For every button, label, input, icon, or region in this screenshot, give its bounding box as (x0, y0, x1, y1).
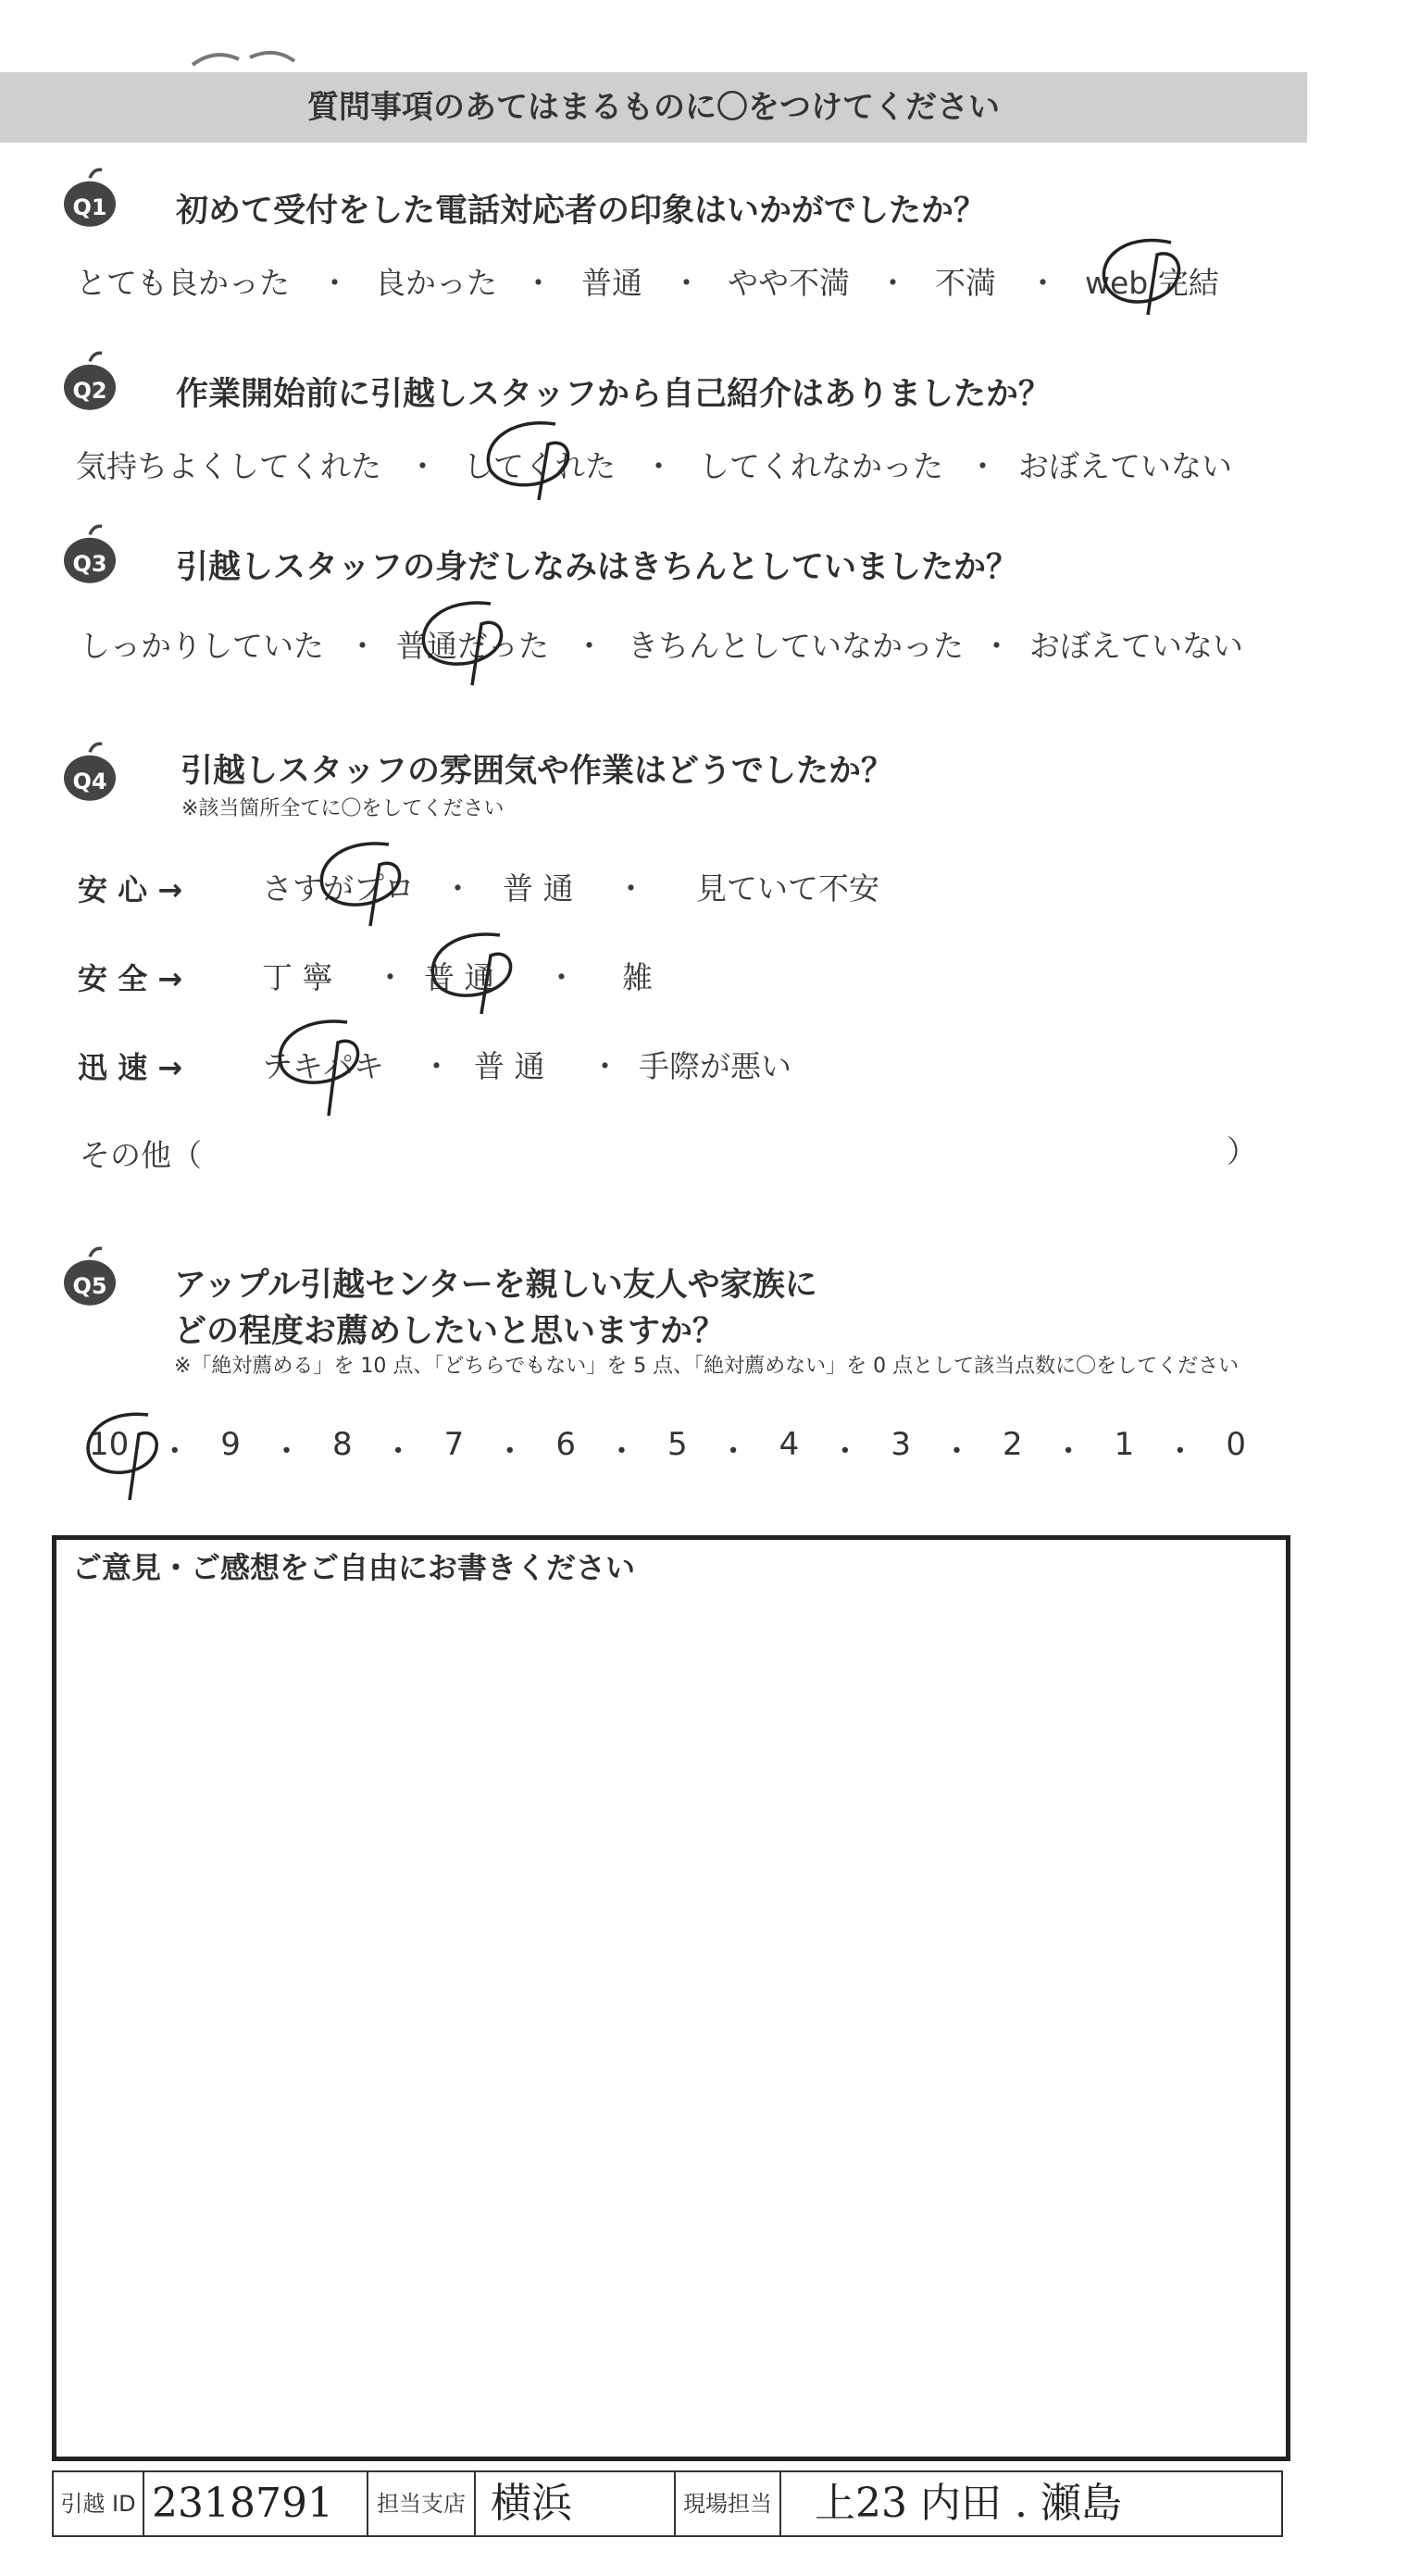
q4-separator: ・ (375, 959, 405, 995)
score-separator: ・ (270, 1433, 303, 1470)
q4-anzen-circle-mark (432, 934, 510, 1014)
q4-title: 引越しスタッフの雰囲気や作業はどうでしたか？ (181, 753, 894, 790)
q1-circle-mark (1103, 241, 1178, 315)
q2-option-2[interactable]: してくれた (463, 448, 616, 484)
q2-option-1[interactable]: 気持ちよくしてくれた (76, 448, 381, 484)
q4-category-anshin: 安 心 → (78, 872, 183, 907)
q4-separator: ・ (546, 959, 577, 995)
q2-title: 作業開始前に引越しスタッフから自己紹介はありましたか？ (176, 376, 1052, 413)
q3-option-3[interactable]: きちんとしていなかった (628, 628, 964, 664)
q1-option-3[interactable]: 普通 (581, 265, 642, 301)
score-1[interactable]: 1 (1114, 1426, 1135, 1463)
q4-separator: ・ (590, 1048, 620, 1084)
q3-option-1[interactable]: しっかりしていた (80, 628, 324, 664)
q2-separator: ・ (643, 448, 674, 484)
q4-jinsoku-option-2[interactable]: 普 通 (474, 1048, 545, 1084)
q2-option-4[interactable]: おぼえていない (1018, 448, 1232, 484)
score-separator: ・ (717, 1433, 750, 1470)
score-6[interactable]: 6 (555, 1426, 576, 1463)
q4-anshin-circle-mark (321, 844, 399, 926)
q3-circle-mark (423, 603, 501, 685)
q4-anzen-option-1[interactable]: 丁 寧 (262, 959, 333, 995)
q1-badge-label: Q1 (72, 194, 107, 220)
q2-option-3[interactable]: してくれなかった (699, 448, 943, 484)
q1-option-4[interactable]: やや不満 (728, 265, 850, 301)
score-separator: ・ (1164, 1433, 1196, 1470)
q4-anzen-option-2[interactable]: 普 通 (424, 959, 495, 995)
score-separator: ・ (382, 1433, 415, 1470)
score-7[interactable]: 7 (443, 1426, 465, 1463)
q4-jinsoku-circle-mark (280, 1021, 357, 1116)
q3-title: 引越しスタッフの身だしなみはきちんとしていましたか？ (176, 549, 1019, 586)
score-separator: ・ (158, 1433, 191, 1470)
q4-anzen-option-3[interactable]: 雑 (622, 959, 653, 995)
score-4[interactable]: 4 (779, 1426, 800, 1463)
q4-separator: ・ (616, 870, 646, 907)
q4-category-anzen: 安 全 → (78, 961, 183, 996)
score-10[interactable]: 10 (89, 1426, 130, 1463)
header-title: 質問事項のあてはまるものに〇をつけてください (307, 89, 1000, 126)
q1-separator: ・ (523, 265, 554, 301)
q2-badge-label: Q2 (72, 378, 107, 404)
q4-other-label: その他（ (80, 1137, 202, 1173)
score-0[interactable]: 0 (1226, 1426, 1246, 1463)
q4-jinsoku-option-1[interactable]: テキパキ (262, 1048, 384, 1084)
q4-anshin-option-2[interactable]: 普 通 (503, 870, 574, 907)
q1-title: 初めて受付をした電話対応者の印象はいかがでしたか？ (176, 193, 987, 230)
q4-separator: ・ (421, 1048, 452, 1084)
comments-label: ご意見・ご感想をご自由にお書きください (72, 1550, 636, 1585)
q1-separator: ・ (319, 265, 350, 301)
q3-separator: ・ (574, 628, 604, 664)
score-3[interactable]: 3 (891, 1426, 911, 1463)
score-separator: ・ (493, 1433, 526, 1470)
footer-id-label: 引越 ID (60, 2491, 136, 2517)
score-separator: ・ (941, 1433, 973, 1470)
q1-option-5[interactable]: 不満 (935, 265, 996, 301)
q5-note: ※「絶対薦める」を 10 点、「どちらでもない」を 5 点、「絶対薦めない」を 0 点として該当点数に〇をしてください (174, 1355, 1240, 1378)
q2-circle-mark (488, 423, 567, 500)
footer-id-value: 2318791 (152, 2480, 333, 2527)
score-separator: ・ (1053, 1433, 1085, 1470)
q5-circle-mark (88, 1414, 156, 1500)
q4-category-jinsoku: 迅 速 → (78, 1050, 183, 1085)
q1-option-2[interactable]: 良かった (375, 265, 497, 301)
q2-separator: ・ (407, 448, 438, 484)
q2-separator: ・ (967, 448, 998, 484)
q1-separator: ・ (878, 265, 908, 301)
q1-option-6[interactable]: web 完結 (1085, 265, 1219, 301)
q4-badge-label: Q4 (72, 769, 107, 794)
q3-badge-label: Q3 (72, 551, 107, 577)
score-2[interactable]: 2 (1003, 1426, 1023, 1463)
q3-separator: ・ (981, 628, 1012, 664)
q4-anshin-option-1[interactable]: さすがプロ (262, 870, 415, 907)
footer-staff-label: 現場担当 (683, 2491, 772, 2517)
score-separator: ・ (829, 1433, 861, 1470)
q1-separator: ・ (1028, 265, 1058, 301)
score-9[interactable]: 9 (220, 1426, 241, 1463)
q3-option-4[interactable]: おぼえていない (1029, 628, 1243, 664)
q3-separator: ・ (347, 628, 378, 664)
q3-option-2[interactable]: 普通だった (396, 628, 549, 664)
score-8[interactable]: 8 (331, 1426, 353, 1463)
q5-title-line2: どの程度お薦めしたいと思いますか？ (174, 1313, 726, 1350)
q4-other-close: ） (1227, 1133, 1257, 1169)
q5-badge-label: Q5 (72, 1273, 107, 1299)
score-separator: ・ (605, 1433, 638, 1470)
q4-jinsoku-option-3[interactable]: 手際が悪い (639, 1048, 791, 1084)
footer-staff-value: 上23 内田 . 瀬島 (815, 2480, 1122, 2527)
score-5[interactable]: 5 (667, 1426, 688, 1463)
q4-separator: ・ (442, 870, 473, 907)
q1-separator: ・ (671, 265, 702, 301)
q5-title-line1: アップル引越センターを親しい友人や家族に (174, 1267, 817, 1304)
footer-branch-value: 横浜 (491, 2480, 572, 2527)
footer-branch-label: 担当支店 (377, 2491, 466, 2517)
q4-note: ※該当箇所全てに〇をしてください (181, 797, 505, 820)
q1-option-1[interactable]: とても良かった (76, 265, 290, 301)
q4-anshin-option-3[interactable]: 見ていて不安 (696, 870, 879, 907)
